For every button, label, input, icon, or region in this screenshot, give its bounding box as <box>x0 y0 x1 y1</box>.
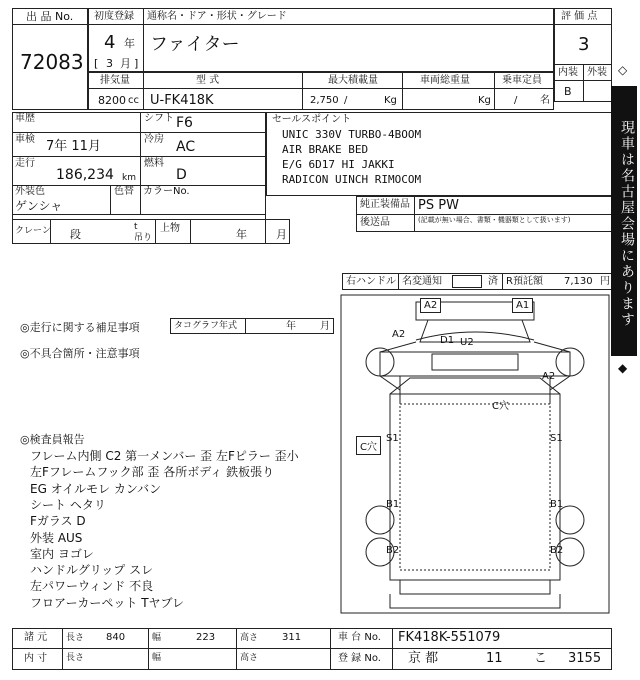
ext-color-label: 外装色 <box>15 186 45 197</box>
defects-label: ◎不具合箇所・注意事項 <box>20 347 140 360</box>
cc-unit: cc <box>128 95 139 106</box>
first-reg-month-close: ] <box>134 57 139 70</box>
deck-label: 上物 <box>160 223 180 234</box>
fuel-label: 燃料 <box>144 158 164 169</box>
chassis-label: 車 台 No. <box>338 632 381 643</box>
sales-point-line: RADICON UINCH RIMOCOM <box>282 173 422 186</box>
first-reg-year: 4 <box>104 32 116 53</box>
inspector-report-line: フロアーカーペット Tヤブレ <box>30 595 185 610</box>
r-deposit-value: 7,130 <box>564 276 593 287</box>
inspector-report-line: 左Fフレームフック部 歪 各所ボディ 鉄板張り <box>30 465 275 480</box>
gross-weight-label: 車両総重量 <box>420 75 470 86</box>
color-no-label: カラーNo. <box>143 186 190 197</box>
length-value: 840 <box>106 632 126 643</box>
rating-value: 3 <box>578 34 590 55</box>
car-name: ファイター <box>150 34 240 55</box>
inspector-report-line: 室内 ヨゴレ <box>30 546 94 561</box>
ext-color-value: ゲンシャ <box>15 199 63 213</box>
rhd-label: 右ハンドル <box>346 276 396 287</box>
ac-label: 冷房 <box>144 134 164 145</box>
year-unit: 年 <box>124 37 135 50</box>
yen-unit: 円 <box>600 276 610 287</box>
lot-label: 出 品 No. <box>26 10 74 23</box>
inspector-report-line: 外装 AUS <box>30 530 83 545</box>
crane-tons: t 吊り <box>134 222 153 243</box>
registration-kana: こ <box>534 651 548 666</box>
inner-width-label: 幅 <box>152 653 162 663</box>
width-label: 幅 <box>152 633 162 643</box>
capacity-unit: 名 <box>540 95 550 106</box>
tachograph-label: タコグラフ年式 <box>174 321 238 331</box>
sales-point-line: AIR BRAKE BED <box>282 143 369 156</box>
damage-c-hole-right: C穴 <box>492 401 509 412</box>
registration-label: 登 録 No. <box>338 653 381 664</box>
diagram-border <box>341 295 609 613</box>
fuel-value: D <box>176 167 187 183</box>
model-value: U-FK418K <box>150 93 214 108</box>
shift-value: F6 <box>176 115 193 131</box>
inner-height-label: 高さ <box>240 653 259 663</box>
tax-label: 済 <box>488 276 498 287</box>
mileage-label: 走行 <box>15 158 35 169</box>
inspector-report-line: EG オイルモレ カンバン <box>30 481 162 496</box>
registration-number: 3155 <box>568 651 602 666</box>
name-label: 通称名・ドア・形状・グレード <box>147 11 287 22</box>
mileage-value: 186,234 <box>56 167 114 183</box>
equipment-value: PS PW <box>418 198 459 213</box>
damage-b2-right: B2 <box>550 545 564 556</box>
gross-unit: Kg <box>478 95 491 106</box>
km-unit: km <box>122 173 136 183</box>
sales-point-line: UNIC 330V TURBO-4BOOM <box>282 128 422 141</box>
damage-u2: U2 <box>460 337 474 348</box>
damage-s1-right: S1 <box>550 433 563 444</box>
accessories-label: 後送品 <box>360 217 390 228</box>
driving-notes-label: ◎走行に関する補足事項 <box>20 321 140 334</box>
inspection-label: 車検 <box>15 134 35 145</box>
max-load-slash: / <box>344 95 348 106</box>
width-value: 223 <box>196 632 216 643</box>
inspector-report-line: フレーム内側 C2 第一メンバー 歪 左Fピラー 歪小 <box>30 449 299 463</box>
rating-label: 評 価 点 <box>561 11 598 22</box>
damage-a2-top: A2 <box>420 298 441 313</box>
chassis-value: FK418K-551079 <box>398 630 501 645</box>
first-reg-label: 初度登録 <box>94 11 134 22</box>
damage-b1-right: B1 <box>550 499 564 510</box>
interior-grade: B <box>564 85 572 98</box>
side-banner-top-mark: ◇ <box>618 63 628 77</box>
damage-s1-left: S1 <box>386 433 399 444</box>
displacement-label: 排気量 <box>100 75 130 86</box>
footer-box <box>12 628 612 670</box>
damage-a2-right: A2 <box>542 371 556 382</box>
capacity-slash: / <box>514 95 518 106</box>
inspector-report-line: 左パワーウィンド 不良 <box>30 579 154 594</box>
height-value: 311 <box>282 632 302 643</box>
inner-dim-label: 内 寸 <box>24 653 48 664</box>
max-load-unit: Kg <box>384 95 397 106</box>
max-load-value: 2,750 <box>310 95 339 106</box>
displacement-value: 8200 <box>98 94 126 107</box>
history-label: 車歴 <box>15 113 35 124</box>
damage-a2-left: A2 <box>392 329 406 340</box>
crane-steps: 段 <box>70 228 81 241</box>
side-banner-text: 現車は名古屋会場にあります <box>619 120 635 328</box>
damage-a1-top: A1 <box>512 298 533 313</box>
damage-d1: D1 <box>440 335 455 346</box>
side-banner-bottom-mark: ◆ <box>618 361 628 375</box>
length-label: 長さ <box>66 633 85 643</box>
registration-area: 京 都 <box>408 651 439 666</box>
accessories-note: (記載が無い場合、書類・機器類として扱います) <box>418 216 571 224</box>
height-label: 高さ <box>240 633 259 643</box>
sales-point-line: E/G 6D17 HI JAKKI <box>282 158 395 171</box>
ac-value: AC <box>176 139 196 155</box>
crane-label: クレーン <box>15 226 51 236</box>
damage-b2-left: B2 <box>386 545 400 556</box>
deck-month-unit: 月 <box>276 228 287 241</box>
damage-c-hole-left: C穴 <box>356 436 381 455</box>
sales-points-label: セールスポイント <box>272 114 352 125</box>
rename-checkbox[interactable] <box>452 275 482 288</box>
interior-label: 内装 <box>558 67 578 78</box>
inspector-report-line: Fガラス D <box>30 514 86 529</box>
side-banner <box>611 86 637 356</box>
capacity-label: 乗車定員 <box>502 75 542 86</box>
rename-label: 名変通知 <box>402 276 442 287</box>
deck-year-unit: 年 <box>236 228 247 241</box>
month-unit: 月 <box>120 57 131 70</box>
registration-class: 11 <box>486 651 503 666</box>
tachograph-month-unit: 月 <box>320 321 330 332</box>
lot-number: 72083 <box>20 50 84 74</box>
first-reg-month: 3 <box>106 57 113 70</box>
color-change-label: 色替 <box>114 186 134 197</box>
shift-label: シフト <box>144 113 174 124</box>
tachograph-year-unit: 年 <box>286 321 296 332</box>
max-load-label: 最大積載量 <box>328 75 378 86</box>
inspector-report-line: シート ヘタリ <box>30 497 106 512</box>
inspection-value: 7年 11月 <box>46 139 101 154</box>
model-label: 型 式 <box>196 75 220 86</box>
equipment-label: 純正装備品 <box>360 199 410 210</box>
inner-length-label: 長さ <box>66 653 85 663</box>
damage-b1-left: B1 <box>386 499 400 510</box>
first-reg-month-open: [ <box>94 57 99 70</box>
inspector-label: ◎検査員報告 <box>20 433 85 446</box>
exterior-label: 外装 <box>587 67 607 78</box>
r-deposit-label: R預託額 <box>506 276 543 287</box>
spec-label: 諸 元 <box>24 632 48 643</box>
inspector-report-line: ハンドルグリップ スレ <box>30 563 154 578</box>
